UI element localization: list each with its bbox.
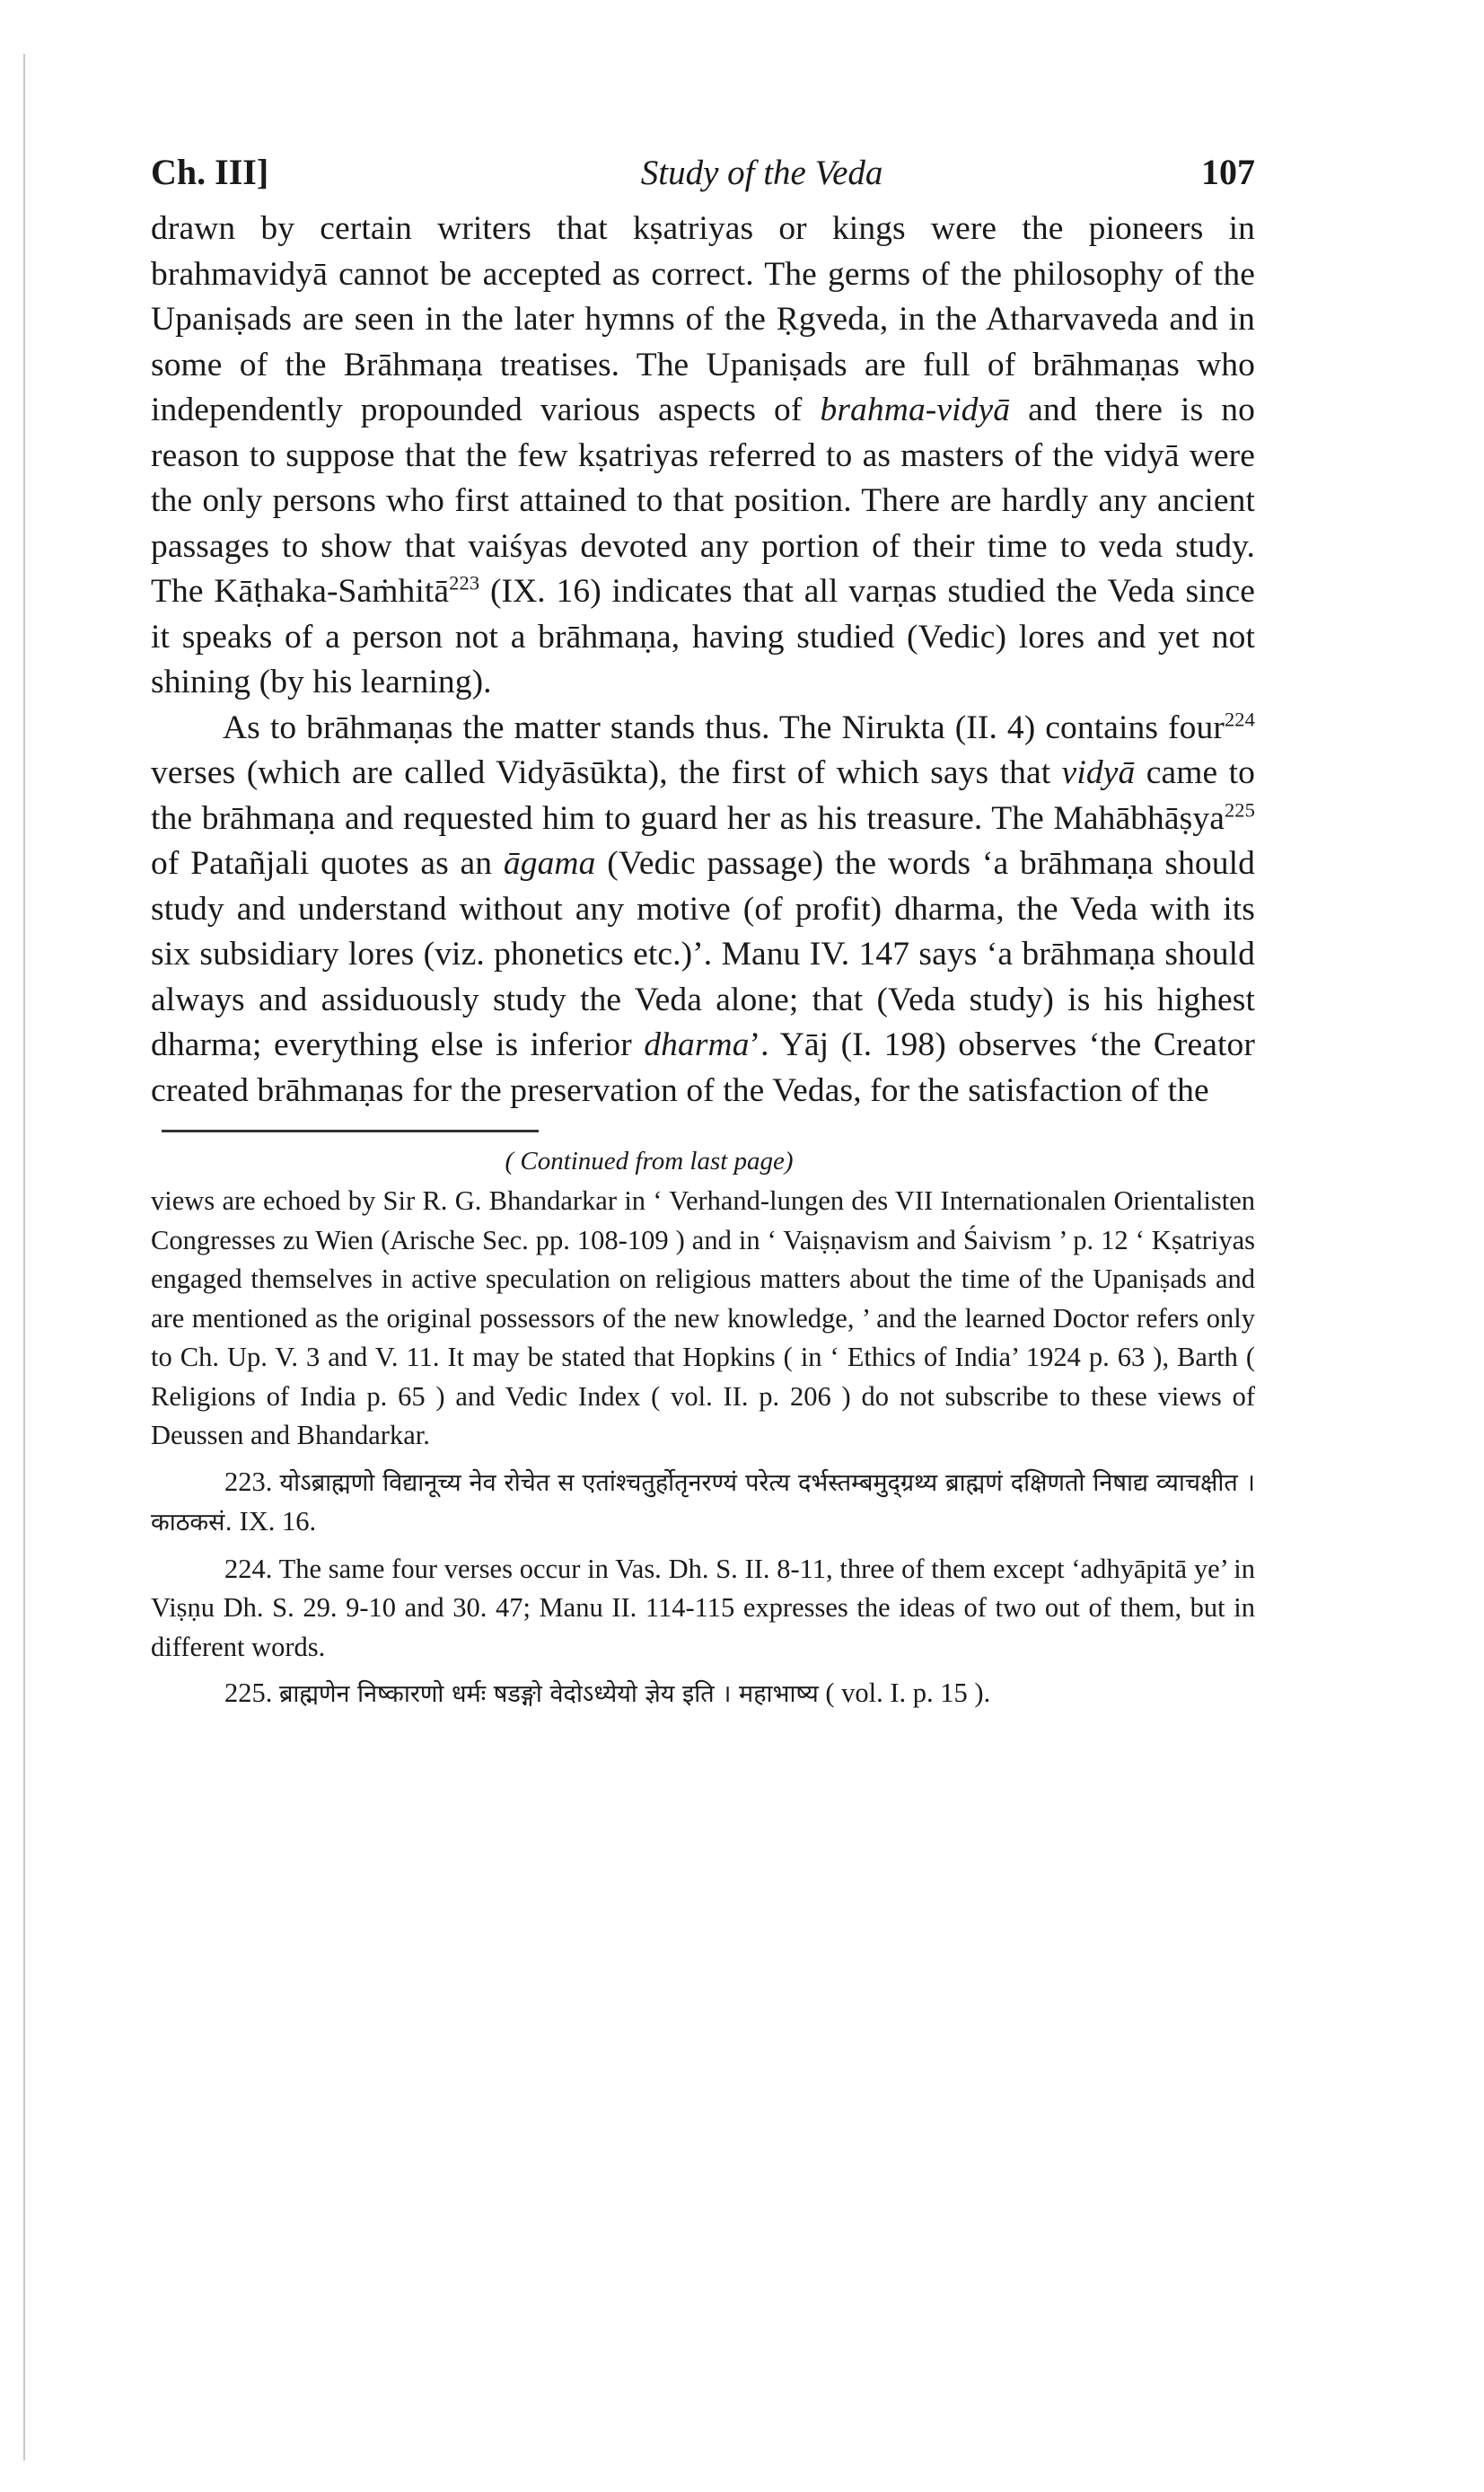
running-title: Study of the Veda [640, 154, 883, 192]
footnote-224: 224. The same four verses occur in Vas. Dh. S. II. 8-11, three of them except ‘adhyāpitā ye’ in Viṣṇu Dh. S. 29. 9-10 and 30. 47; Manu II. 114-115 expresses the ideas of two out of them, but in different words. [151, 1553, 1255, 1662]
running-header [151, 151, 1255, 207]
footnote-ref-223: 223 [449, 571, 480, 594]
continued-label: ( Continued from last page) [505, 1147, 794, 1176]
binding-margin-line [23, 54, 25, 2461]
paragraph-2: As to brāhmaṇas the matter stands thus. The Nirukta (II. 4) contains four$^{224}$ verses (which are called Vidyāsūkta), the first of which says that vidyā came to the brāhmaṇa and requested him to guard her as his treasure. The Mahābhāṣya$^{225}$ of Patañjali quotes as an āgama (Vedic passage) the words ‘a brāhmaṇa should study and understand without any motive (of profit) dharma, the Veda with its six subsidiary lores (viz. phonetics etc.)’. Manu IV. 147 says ‘a brāhmaṇa should always and assiduously study the Veda alone; that (Veda study) is his highest dharma; everything else is inferior dharma’. Yāj (I. 198) observes ‘the Creator created brāhmaṇas for the preservation of the Vedas, for the satisfaction of the [151, 708, 1255, 1109]
paragraph-1: drawn by certain writers that kṣatriyas or kings were the pioneers in brahmavidyā cannot be accepted as correct. The germs of the philosophy of the Upaniṣads are seen in the later hymns of the Ṛgveda, in the Atharvaveda and in some of the Brāhmaṇa treatises. The Upaniṣads are full of brāhmaṇas who independently propounded various aspects of brahma-vidyā and there is no reason to suppose that the few kṣatriyas referred to as masters of the vidyā were the only persons who first attained to that position. There are hardly any ancient passages to show that vaiśyas devoted any portion of their time to veda study. The Kāṭhaka-Saṁhitā$^{223}$ (IX. 16) indicates that all varṇas studied the Veda since it speaks of a person not a brāhmaṇa, having studied (Vedic) lores and yet not shining (by his learning). [151, 210, 1256, 700]
document-page [151, 151, 1255, 1714]
footnote-ref-225: 225 [1224, 798, 1255, 821]
footnote-divider [162, 1130, 539, 1132]
page-number: 107 [1201, 152, 1255, 192]
footnote-ref-224: 224 [1224, 708, 1255, 730]
continued-footnote: views are echoed by Sir R. G. Bhandarkar in ‘ Verhand-lungen des VII Internationalen Orientalisten Congresses zu Wien (Arische Sec. pp. 108-109 ) and in ‘ Vaiṣṇavism and Śaivism ’ p. 12 ‘ Kṣatriyas engaged themselves in active speculation on religious matters about the time of the Upaniṣads and are mentioned as the original possessors of the new knowledge, ’ and the learned Doctor refers only to Ch. Up. V. 3 and V. 11. It may be stated that Hopkins ( in ‘ Ethics of India’ 1924 p. 63 ), Barth ( Religions of India p. 65 ) and Vedic Index ( vol. II. p. 206 ) do not subscribe to these views of Deussen and Bhandarkar. [151, 1185, 1255, 1450]
footnote-223: 223. योऽब्राह्मणो विद्यानूच्य नेव रोचेत स एतांश्चतुर्होतृनरण्यं परेत्य दर्भस्तम्बमुद्ग्रथ्य ब्राह्मणं दक्षिणतो निषाद्य व्याचक्षीत । काठकसं. IX. 16. [151, 1466, 1255, 1537]
chapter-label: Ch. III] [151, 152, 269, 192]
footnote-225: 225. ब्राह्मणेन निष्कारणो धर्मः षडङ्गो वेदोऽध्येयो ज्ञेय इति । महाभाष्य ( vol. I. p. 15 ). [224, 1677, 991, 1708]
main-text [151, 207, 1255, 1114]
footnotes-section [151, 1147, 1255, 1714]
